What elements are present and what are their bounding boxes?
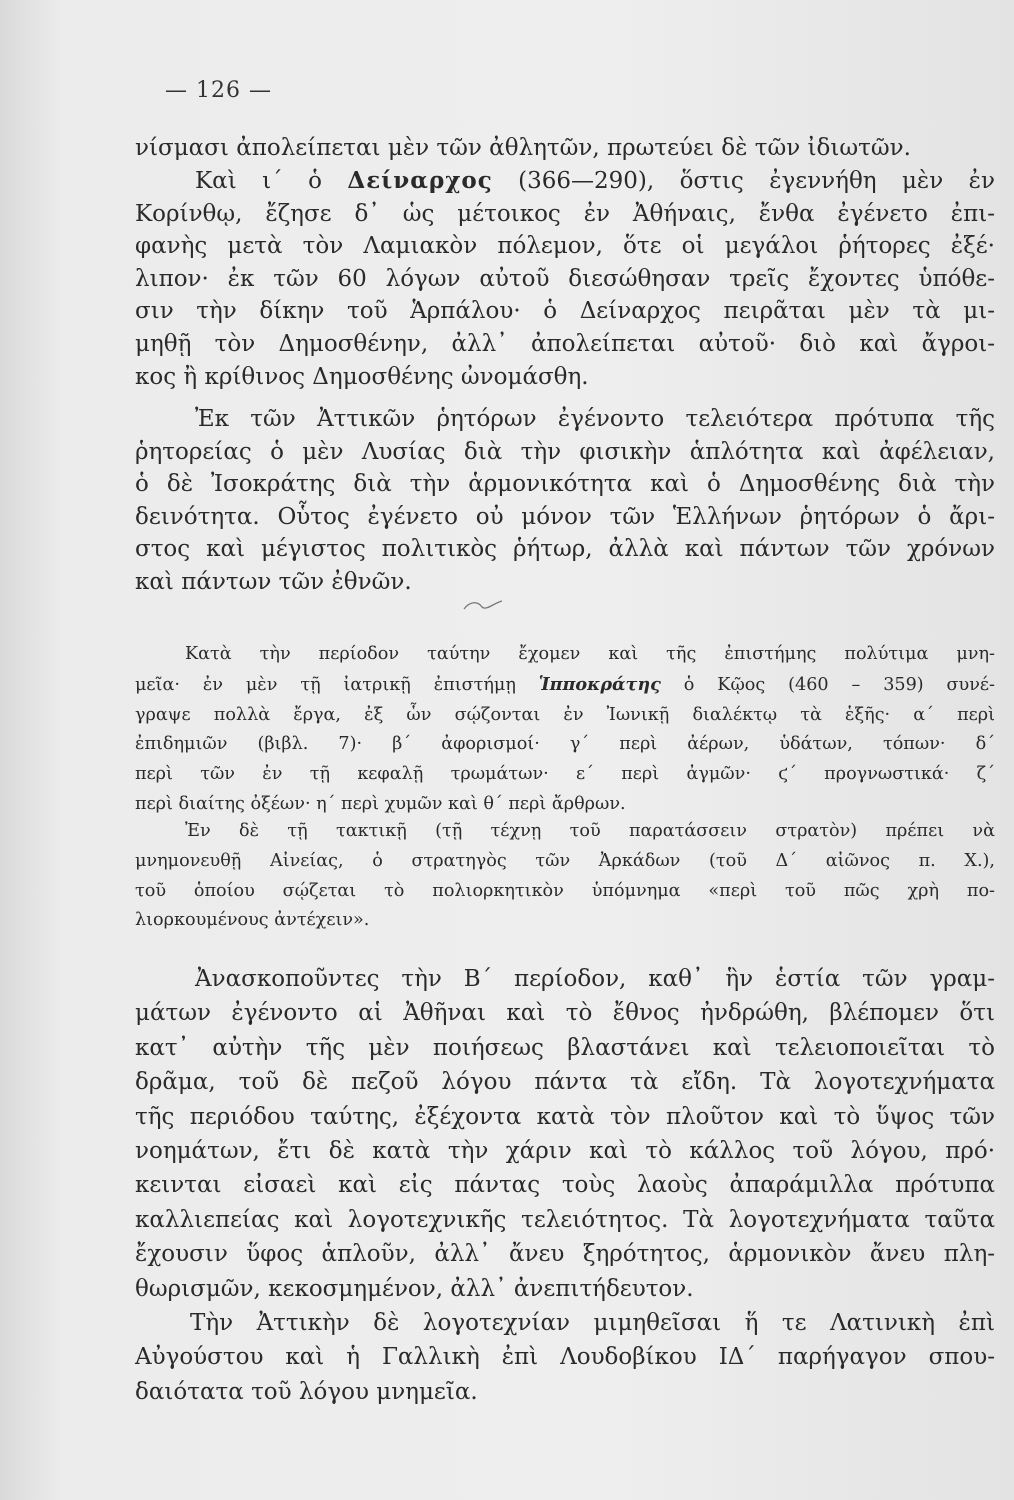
text-line: κεινται εἰσαεὶ καὶ εἰς πάντας τοὺς λαοὺς ἀπαράμιλλα πρότυπα <box>135 1172 995 1199</box>
text-line: κατ᾿ αὐτὴν τῆς μὲν ποιήσεως βλαστάνει καὶ τελειοποιεῖται τὸ <box>135 1034 995 1061</box>
text-line: Ἀνασκοποῦντες τὴν Β΄ περίοδον, καθ᾿ ἣν ἑστία τῶν γραμ- <box>195 966 995 992</box>
text-line: λιορκουμένους ἀντέχειν». <box>135 910 370 931</box>
text-line: λιπον· ἐκ τῶν 60 λόγων αὐτοῦ διεσώθησαν τρεῖς ἔχοντες ὑπόθε- <box>135 265 995 292</box>
pencil-mark-icon <box>460 595 504 615</box>
text-line: καλλιεπείας καὶ λογοτεχνικῆς τελειότητος. Τὰ λογοτεχνήματα ταῦτα <box>135 1206 995 1233</box>
text-line: τοῦ ὁποίου σῴζεται τὸ πολιορκητικὸν ὑπόμνημα «περὶ τοῦ πῶς χρὴ πο- <box>135 880 995 901</box>
text-line: Κορίνθῳ, ἔζησε δ᾿ ὡς μέτοικος ἐν Ἀθήναις, ἔνθα ἐγένετο ἐπι- <box>135 200 995 227</box>
text-line: θωρισμῶν, κεκοσμημένον, ἀλλ᾿ ἀνεπιτήδευτον. <box>135 1275 694 1302</box>
text-line: περὶ τῶν ἐν τῇ κεφαλῇ τρωμάτων· ε΄ περὶ ἀγμῶν· ϛ΄ προγνωστικά· ζ΄ <box>135 764 995 785</box>
text-line: δεινότητα. Οὗτος ἐγένετο οὐ μόνον τῶν Ἑλλήνων ῥητόρων ὁ ἄρι- <box>135 503 995 530</box>
text-line: μνημονευθῇ Αἰνείας, ὁ στρατηγὸς τῶν Ἀρκάδων (τοῦ Δ΄ αἰῶνος π. Χ.), <box>135 850 995 871</box>
line-text: (366—290), ὅστις ἐγεννήθη μὲν ἐν <box>492 168 995 194</box>
text-line: καὶ πάντων τῶν ἐθνῶν. <box>135 568 412 595</box>
text-line: ἔχουσιν ὕφος ἁπλοῦν, ἀλλ᾿ ἄνευ ξηρότητος, ἁρμονικὸν ἄνευ πλη- <box>135 1241 995 1268</box>
text-line: Ἐν δὲ τῇ τακτικῇ (τῇ τέχνῃ τοῦ παρατάσσειν στρατὸν) πρέπει νὰ <box>185 821 995 841</box>
text-line: γραψε πολλὰ ἔργα, ἐξ ὧν σῴζονται ἐν Ἰωνικῇ διαλέκτῳ τὰ ἑξῆς· α΄ περὶ <box>135 704 995 725</box>
enumeration: Καὶ ι΄ ὁ <box>195 168 348 194</box>
orator-name: Δείναρχος <box>347 167 493 194</box>
text-line: φανὴς μετὰ τὸν Λαμιακὸν πόλεμον, ὅτε οἱ μεγάλοι ῥήτορες ἐξέ· <box>135 233 995 260</box>
text-line: ἐπιδημιῶν (βιβλ. 7)· β΄ ἀφορισμοί· γ΄ περὶ ἀέρων, ὑδάτων, τόπων· δ΄ <box>135 734 995 755</box>
physician-name: Ἱπποκράτης <box>538 673 661 695</box>
text-line: τῆς περιόδου ταύτης, ἐξέχοντα κατὰ τὸν πλοῦτον καὶ τὸ ὕψος τῶν <box>135 1103 995 1130</box>
text-line: δρᾶμα, τοῦ δὲ πεζοῦ λόγου πάντα τὰ εἴδη. Τὰ λογοτεχνήματα <box>135 1069 995 1096</box>
note-tactics <box>135 817 995 936</box>
text-line: ὁ δὲ Ἰσοκράτης διὰ τὴν ἁρμονικότητα καὶ ὁ Δημοσθένης διὰ τὴν <box>135 471 995 498</box>
paragraph-imitation <box>135 1306 995 1409</box>
text-line: σιν τὴν δίκην τοῦ Ἁρπάλου· ὁ Δείναρχος πειρᾶται μὲν τὰ μι- <box>135 298 995 325</box>
text-line: νοημάτων, ἔτι δὲ κατὰ τὴν χάριν καὶ τὸ κάλλος τοῦ λόγου, πρό· <box>135 1138 995 1165</box>
text-line: μηθῇ τὸν Δημοσθένην, ἀλλ᾿ ἀπολείπεται αὐτοῦ· διὸ καὶ ἄγροι- <box>135 330 995 357</box>
text-line: στος καὶ μέγιστος πολιτικὸς ῥήτωρ, ἀλλὰ καὶ πάντων τῶν χρόνων <box>135 536 995 563</box>
paragraph-second-period <box>135 962 995 1306</box>
text-line: δαιότατα τοῦ λόγου μνημεῖα. <box>135 1378 478 1405</box>
text-line: νίσμασι ἀπολείπεται μὲν τῶν ἀθλητῶν, πρωτεύει δὲ τῶν ἰδιωτῶν. <box>135 135 911 161</box>
text-line: μάτων ἐγένοντο αἱ Ἀθῆναι καὶ τὸ ἔθνος ἠνδρώθη, βλέπομεν ὅτι <box>135 1000 995 1027</box>
paragraph-deinarchos <box>135 165 995 393</box>
paragraph-attic-orators <box>135 403 995 599</box>
text-line: ῥητορείας ὁ μὲν Λυσίας διὰ τὴν φισικὴν ἁπλότητα καὶ ἀφέλειαν, <box>135 438 995 465</box>
page-number: — 126 — <box>165 78 272 103</box>
text-line: Ἐκ τῶν Ἀττικῶν ῥητόρων ἐγένοντο τελειότερα πρότυπα τῆς <box>195 406 995 432</box>
text-line: Τὴν Ἀττικὴν δὲ λογοτεχνίαν μιμηθεῖσαι ἥ τε Λατινικὴ ἐπὶ <box>190 1310 995 1336</box>
text-line: περὶ διαίτης ὀξέων· η΄ περὶ χυμῶν καὶ θ΄ περὶ ἄρθρων. <box>135 793 626 814</box>
text-line <box>135 165 995 198</box>
text-line: Αὐγούστου καὶ ἡ Γαλλικὴ ἐπὶ Λουδοβίκου ΙΔ΄ παρήγαγον σπου- <box>135 1344 995 1371</box>
text-line: μεῖα· ἐν μὲν τῇ ἰατρικῇ ἐπιστήμῃ Ἱπποκράτης ὁ Κῷος (460 – 359) συνέ- <box>135 673 995 695</box>
text-line: κος ἢ κρίθινος Δημοσθένης ὠνομάσθη. <box>135 363 589 390</box>
note-science <box>135 640 995 820</box>
paragraph-continuation <box>135 132 995 165</box>
text-line: Κατὰ τὴν περίοδον ταύτην ἔχομεν καὶ τῆς ἐπιστήμης πολύτιμα μνη- <box>185 644 995 664</box>
